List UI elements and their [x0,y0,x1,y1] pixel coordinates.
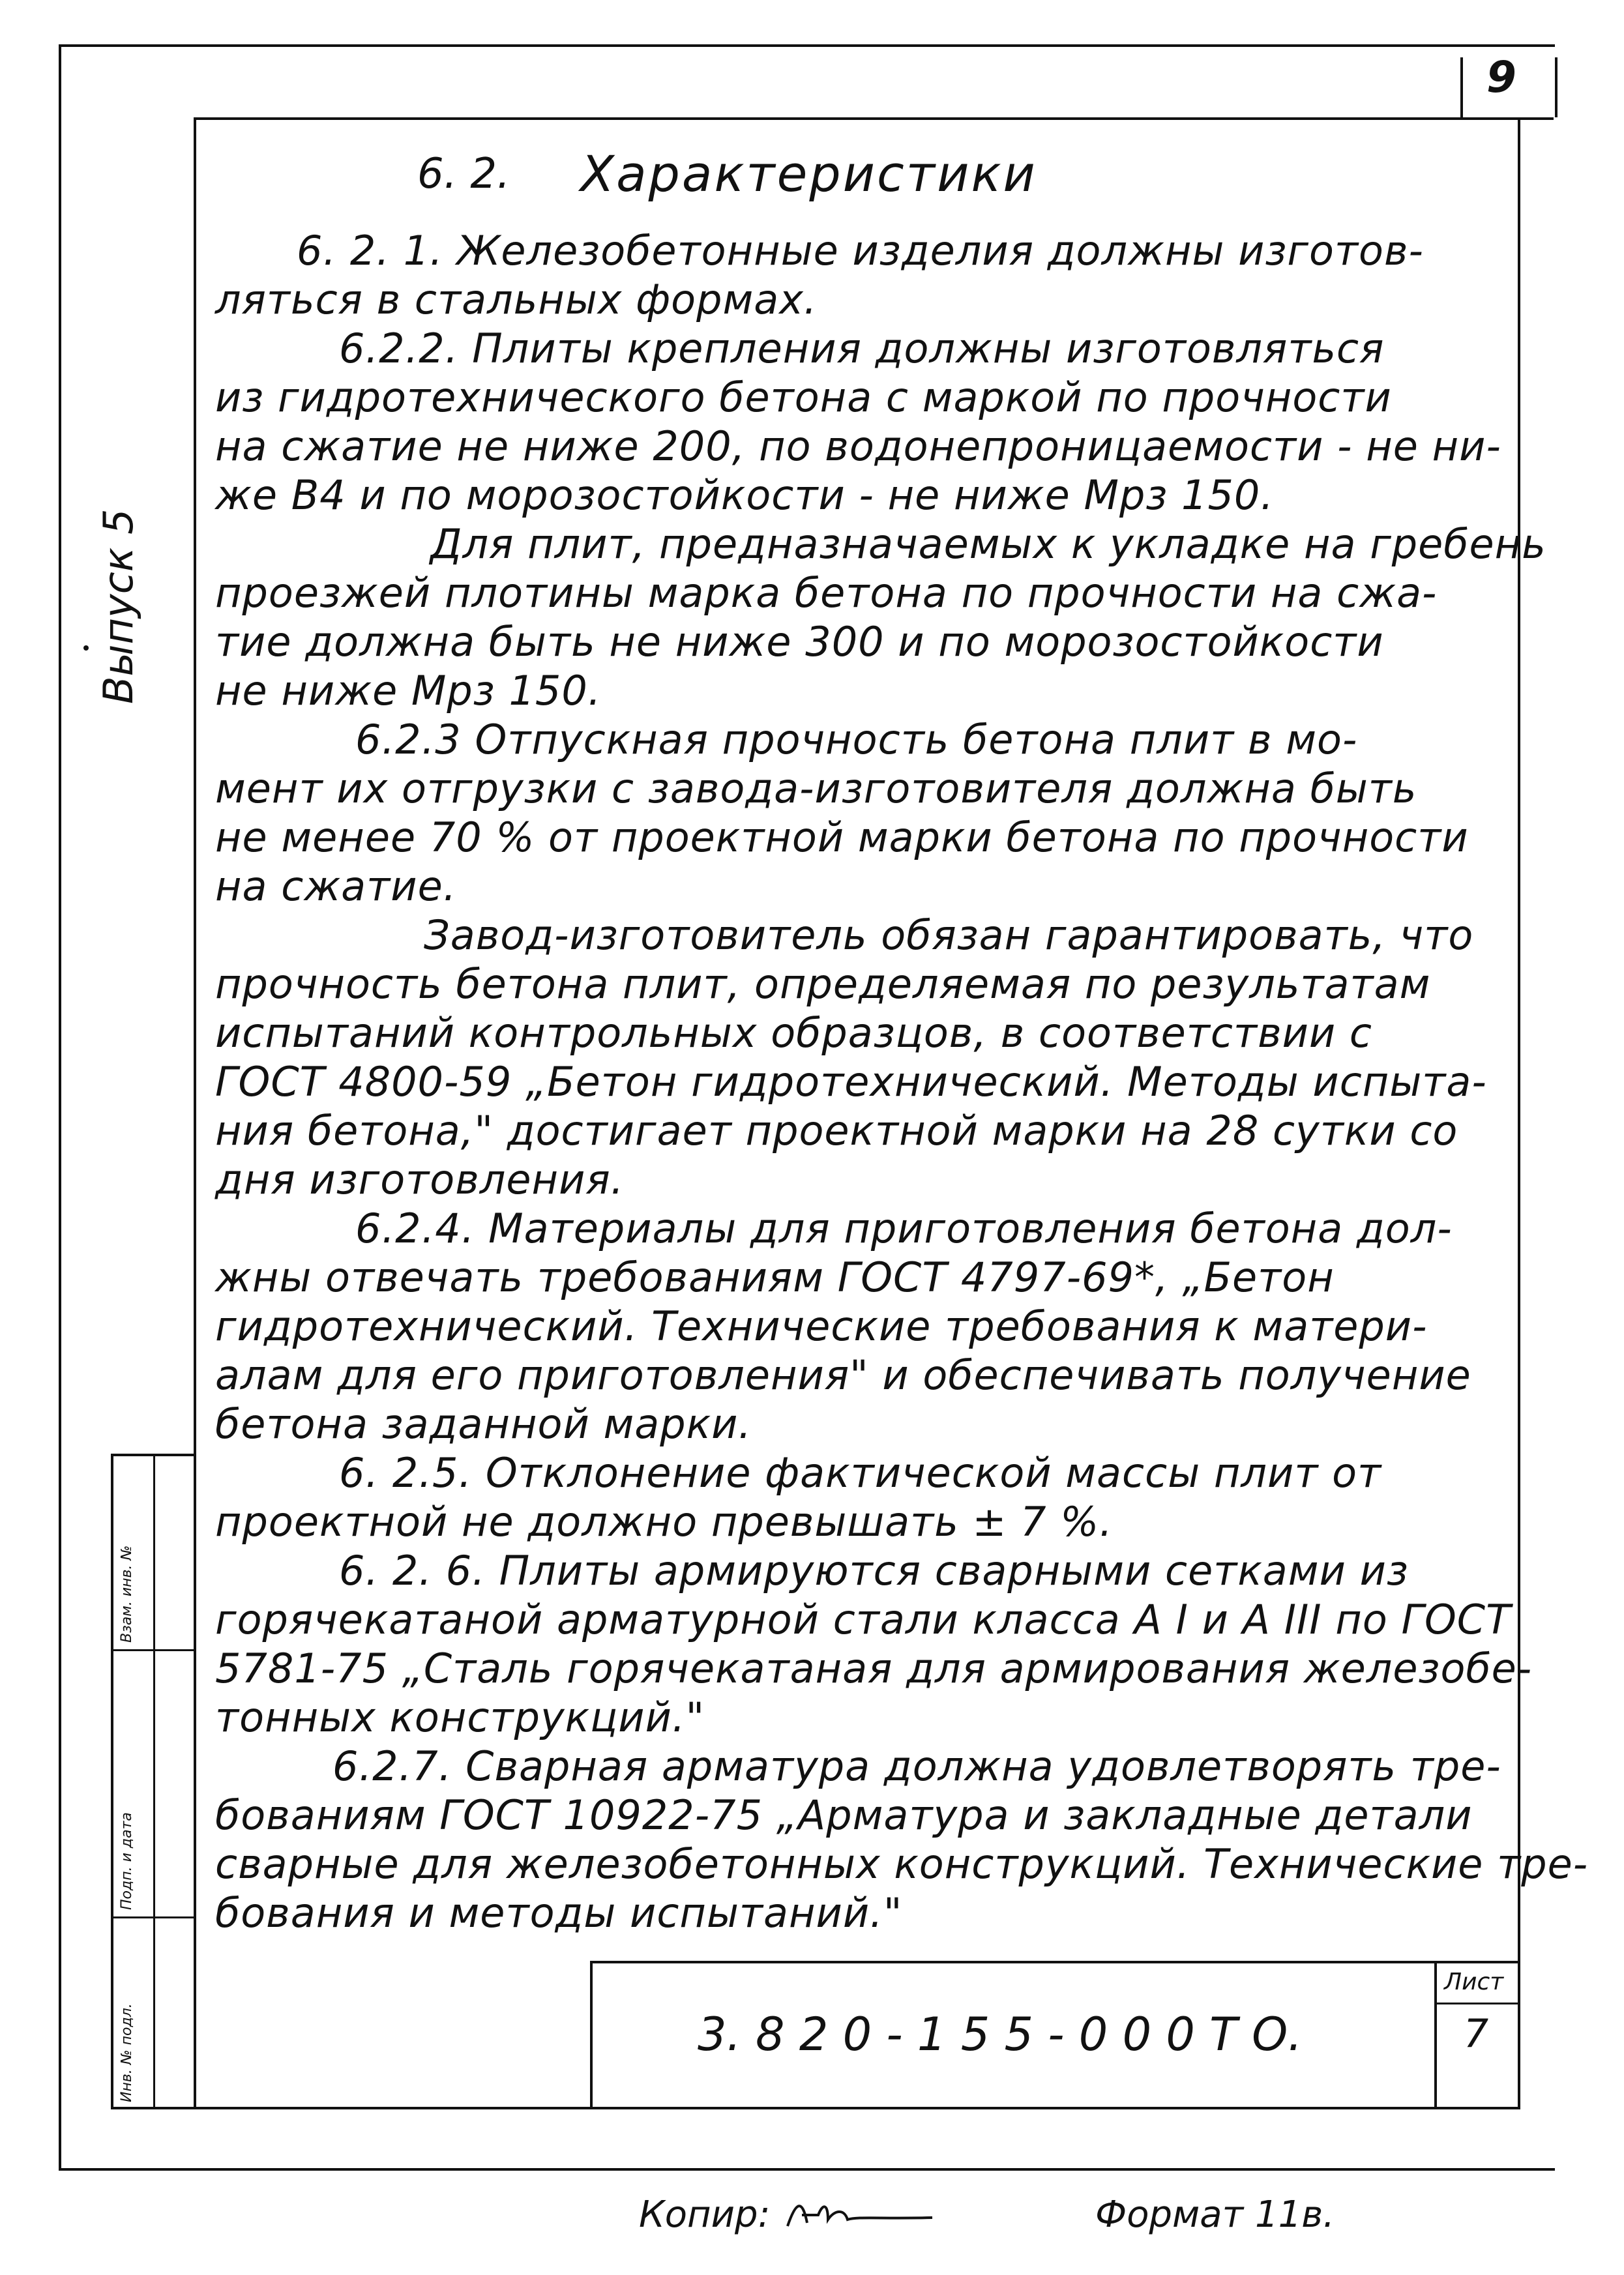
body-line: 6. 2. 1. Железобетонные изделия должны изготов- [297,227,1424,274]
body-line: не менее 70 % от проектной марки бетона по прочности [215,814,1469,861]
doc-code: 3. 8 2 0 - 1 5 5 - 0 0 0 Т О. [698,2008,1303,2061]
body-line: дня изготовления. [215,1156,625,1203]
sheet-number: 7 [1464,2011,1489,2057]
body-line: жны отвечать требованиям ГОСТ 4797-69*, „Бетон [215,1254,1335,1301]
stamp-row-divider-1 [111,1649,196,1651]
body-line: из гидротехнического бетона с маркой по прочности [215,374,1392,421]
body-line: 6.2.3 Отпускная прочность бетона плит в мо- [355,716,1358,763]
body-line: Завод-изготовитель обязан гарантировать, что [424,911,1474,959]
body-line: бетона заданной марки. [215,1400,752,1448]
body-line: не ниже Мрз 150. [215,667,602,714]
body-line: бованиям ГОСТ 10922-75 „Арматура и закладные детали [215,1791,1473,1839]
body-line: ляться в стальных формах. [215,276,818,323]
inner-frame-right [1518,117,1520,2109]
body-line: мент их отгрузки с завода-изготовителя должна быть [215,765,1417,812]
body-line: Для плит, предназначаемых к укладке на гребень [430,520,1546,568]
body-line: тие должна быть не ниже 300 и по морозостойкости [215,618,1384,666]
body-line: ГОСТ 4800-59 „Бетон гидротехнический. Методы испыта- [215,1058,1487,1106]
inner-frame-left [194,117,196,2109]
heading-number: 6. 2. [417,150,510,198]
body-line: 6. 2.5. Отклонение фактической массы плит от [339,1449,1382,1497]
inner-frame-top [194,117,1554,120]
body-line: проектной не должно превышать ± 7 %. [215,1498,1113,1546]
body-line: 6. 2. 6. Плиты армируются сварными сетками из [339,1547,1409,1594]
body-line: 6.2.4. Материалы для приготовления бетона дол- [355,1205,1453,1252]
stamp-left-border [111,1454,113,2109]
body-line: бования и методы испытаний." [215,1889,903,1937]
sheet-label: Лист [1444,1969,1504,1995]
inner-frame-bottom [111,2107,1520,2109]
body-line: ния бетона," достигает проектной марки на 28 сутки со [215,1107,1458,1154]
side-label: Выпуск 5 [95,508,142,704]
body-line: гидротехнический. Технические требования к матери- [215,1302,1428,1350]
title-block-top [590,1961,1519,1963]
page-number-box-left [1460,57,1463,117]
body-line: 5781-75 „Сталь горячекатаная для армирования железобе- [215,1645,1533,1692]
body-line: тонных конструкций." [215,1694,705,1741]
body-line: 6.2.7. Сварная арматура должна удовлетворять тре- [332,1742,1501,1790]
page-number: 9 [1486,52,1516,102]
heading-title: Характеристики [580,145,1037,203]
body-line: испытаний контрольных образцов, в соответствии с [215,1009,1373,1057]
stamp-col-divider [153,1454,155,2109]
outer-frame-bottom [59,2168,1555,2171]
stamp-label-podp-data: Подп. и дата [119,1812,135,1910]
page-number-box-right [1555,57,1558,117]
body-line: алам для его приготовления" и обеспечивать получение [215,1351,1471,1399]
body-line: проезжей плотины марка бетона по прочности на сжа- [215,569,1438,617]
body-line: на сжатие. [215,862,457,910]
format-label: Формат 11в. [1095,2194,1335,2236]
body-line: 6.2.2. Плиты крепления должны изготовляться [339,325,1385,372]
body-line: горячекатаной арматурной стали класса А I и А III по ГОСТ [215,1596,1511,1643]
stamp-row-divider-2 [111,1916,196,1918]
stamp-label-vzam-inv: Взам. инв. № [119,1545,135,1643]
outer-frame-left [59,44,61,2171]
stamp-top [111,1454,196,1456]
outer-frame-top [59,44,1555,47]
body-line: же В4 и по морозостойкости - не ниже Мрз 150. [215,471,1275,519]
title-block-left [590,1961,593,2108]
title-block-sheet-row [1434,2003,1519,2004]
stamp-label-inv-podl: Инв. № подл. [119,2003,135,2102]
copied-label: Копир: [639,2194,771,2236]
copier-signature [782,2190,939,2236]
body-line: на сжатие не ниже 200, по водонепроницаемости - не ни- [215,422,1501,470]
title-block-sheet-divider [1434,1961,1437,2108]
side-dot [83,645,89,651]
body-line: сварные для железобетонных конструкций. Технические тре- [215,1840,1589,1888]
body-line: прочность бетона плит, определяемая по результатам [215,960,1431,1008]
